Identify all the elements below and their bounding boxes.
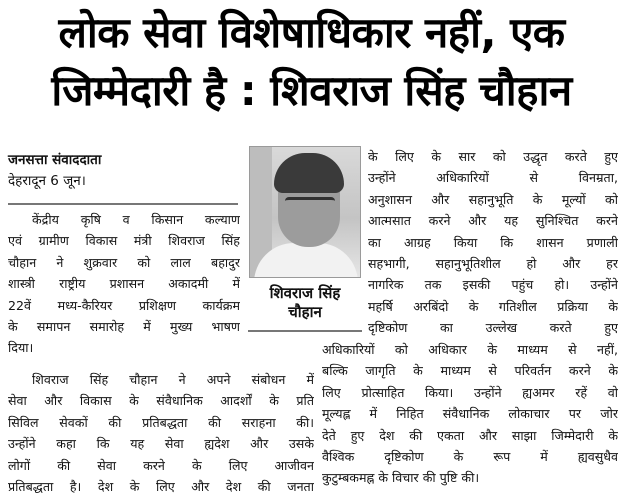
photo-caption-line-2: चौहान: [288, 303, 322, 321]
text-line: सेवा और विकास के संवैधानिक आदर्शों के प्रति: [8, 393, 314, 409]
text-line: बल्कि जागृति के माध्यम से परिवर्तन करने के: [322, 363, 618, 379]
article-paragraph-3: [368, 146, 618, 339]
headline-line-2: जिम्मेदारी है : शिवराज सिंह चौहान: [51, 66, 572, 115]
article-left-column-lower: [8, 369, 314, 497]
text-line: महर्षि अरबिंदो के गतिशील प्रक्रिया के: [368, 298, 618, 314]
article-left-column-upper: [8, 209, 240, 359]
article-right-column-lower: [322, 339, 618, 489]
text-line: सिविल सेवकों की प्रतिबद्धता की सराहना की।: [8, 414, 314, 430]
text-line: शिवराज सिंह चौहान ने अपने संबोधन में: [32, 372, 314, 387]
headline-line-1: लोक सेवा विशेषाधिकार नहीं, एक: [58, 8, 565, 57]
byline-agency: जनसत्ता संवाददाता: [8, 152, 102, 168]
photo-caption-line-1: शिवराज सिंह: [269, 284, 341, 302]
text-line: वैश्विक दृष्टिकोण के रूप में ह्यवसुधैव: [322, 449, 618, 465]
text-line: दिया।: [8, 340, 34, 356]
text-line: उन्होंने कहा कि यह सेवा ह्यदेश और उसके: [8, 436, 314, 452]
byline-dateline: देहरादून 6 जून।: [8, 173, 86, 189]
text-line: 22वें मध्य-कैरियर प्रशिक्षण कार्यक्रम: [8, 297, 240, 313]
text-line: के समापन समारोह में मुख्य भाषण: [8, 319, 240, 335]
photo-block: [248, 146, 362, 332]
text-line: नागरिक तक इसकी पहुंच हो। उन्होंने: [368, 277, 618, 293]
byline: [8, 150, 240, 192]
text-line: एवं ग्रामीण विकास मंत्री शिवराज सिंह: [8, 233, 240, 249]
text-line: शास्त्री राष्ट्रीय प्रशासन अकादमी में: [8, 276, 240, 292]
text-line: के लिए के सार को उद्धृत करते हुए: [368, 149, 618, 164]
article-right-column-upper: [368, 146, 618, 339]
photo-caption: [248, 284, 362, 322]
headline: [0, 4, 623, 120]
photo-glasses: [285, 197, 335, 212]
text-line: कुटुम्बकमह्न के विचार की पुष्टि की।: [322, 470, 480, 486]
article-paragraph-4: [322, 339, 618, 489]
text-line: सहभागी, सहानुभूतिशील हो और हर: [368, 256, 618, 272]
text-line: देते हुए देश की एकता और साझा जिम्मेदारी के: [322, 427, 618, 443]
text-line: चौहान ने शुक्रवार को लाल बहादुर: [8, 254, 240, 270]
text-line: मूल्यह्ल में निहित संवैधानिक लोकाचार पर जोर: [322, 406, 618, 422]
text-line: केंद्रीय कृषि व किसान कल्याण: [32, 212, 240, 227]
text-line: प्रतिबद्धता है। देश के लिए और देश की जनता: [8, 479, 314, 495]
text-line: का आग्रह किया कि शासन प्रणाली: [368, 234, 618, 250]
photo-hair: [274, 153, 344, 193]
portrait-photo: [249, 146, 361, 278]
photo-caption-divider: [248, 330, 362, 332]
text-line: अनुशासन और सहानुभूति के मूल्यों को: [368, 191, 618, 207]
text-line: लोगों की सेवा करने के लिए आजीवन: [8, 457, 314, 473]
text-line: लिए प्रोत्साहित किया। उन्होंने ह्यअमर रहें वो: [322, 384, 618, 400]
text-line: उन्होंने अधिकारियों से विनम्रता,: [368, 170, 618, 186]
text-line: दृष्टिकोण का उल्लेख करते हुए: [368, 320, 618, 336]
article-paragraph-2: [8, 369, 314, 497]
article-paragraph-1: [8, 209, 240, 359]
text-line: आत्मसात करने और यह सुनिश्चित करने: [368, 213, 618, 229]
byline-divider: [8, 203, 238, 205]
text-line: अधिकारियों को अधिकार के माध्यम से नहीं,: [322, 342, 618, 357]
